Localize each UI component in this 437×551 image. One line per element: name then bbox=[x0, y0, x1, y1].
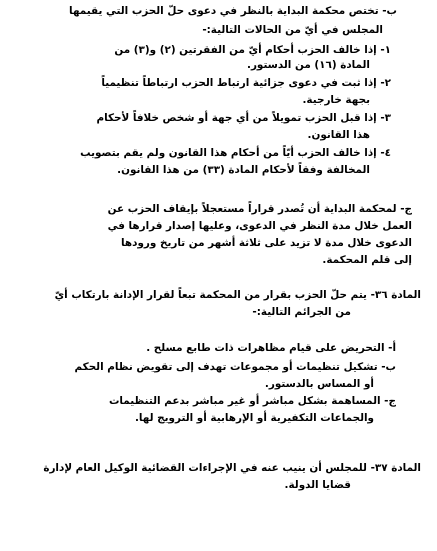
section-b-item-1-line-1: ١- إذا خالف الحزب أحكام أيّ من الفقرتين (٢) و(٣) من bbox=[114, 44, 391, 56]
article-36-item-b-line-2: أو المساس بالدستور. bbox=[264, 378, 374, 390]
section-b-item-4-line-2: المخالفة وفقاً لأحكام المادة (٣٣) من هذا القانون. bbox=[117, 164, 370, 176]
article-37-line-1: المادة ٣٧- للمجلس أن ينيب عنه في الإجراءات القضائية الوكيل العام لإدارة bbox=[43, 462, 421, 474]
section-b-item-1-line-2: المادة (١٦) من الدستور. bbox=[247, 59, 370, 71]
article-36-item-b-line-1: ب- تشكيل تنظيمات أو مجموعات تهدف إلى تقويض نظام الحكم bbox=[74, 361, 396, 373]
article-36-line-2: من الجرائم التالية:- bbox=[252, 306, 351, 318]
article-36-item-a: أ- التحريض على قيام مظاهرات ذات طابع مسلح . bbox=[146, 342, 396, 354]
section-b-intro-line-1: ب- تختص محكمة البداية بالنظر في دعوى حلّ الحزب التي يقيمها bbox=[69, 5, 397, 17]
section-j-line-4: إلى قلم المحكمة. bbox=[322, 254, 412, 266]
section-j-line-1: ج- لمحكمة البداية أن تُصدر قراراً مستعجلاً بإيقاف الحزب عن bbox=[107, 203, 412, 215]
section-b-intro-line-2: المجلس في أيّ من الحالات التالية:- bbox=[202, 24, 383, 36]
article-36-line-1: المادة ٣٦- يتم حلّ الحزب بقرار من المحكمة تبعاً لقرار الإدانة بارتكاب أيّ bbox=[54, 289, 421, 301]
section-b-item-4-line-1: ٤- إذا خالف الحزب أيّاً من أحكام هذا القانون ولم يقم بتصويب bbox=[80, 147, 391, 159]
section-j-line-2: العمل خلال مدة النظر في الدعوى، وعليها إصدار قرارها في bbox=[107, 220, 412, 232]
article-36-item-j-line-2: والجماعات التكفيرية أو الإرهابية أو الترويج لها. bbox=[134, 412, 374, 424]
article-36-item-j-line-1: ج- المساهمة بشكل مباشر أو غير مباشر بدعم التنظيمات bbox=[108, 395, 396, 407]
section-b-item-2-line-2: بجهة خارجية. bbox=[302, 94, 370, 106]
section-b-item-2-line-1: ٢- إذا ثبت في دعوى جزائية ارتباط الحزب ارتباطاً تنظيمياً bbox=[101, 77, 391, 89]
section-b-item-3-line-2: هذا القانون. bbox=[307, 129, 370, 141]
section-j-line-3: الدعوى خلال مدة لا تزيد على ثلاثة أشهر من تاريخ ورودها bbox=[121, 237, 412, 249]
article-37-line-2: قضايا الدولة. bbox=[284, 479, 351, 491]
section-b-item-3-line-1: ٣- إذا قبل الحزب تمويلاً من أي جهة أو شخص خلافاً لأحكام bbox=[96, 112, 391, 124]
